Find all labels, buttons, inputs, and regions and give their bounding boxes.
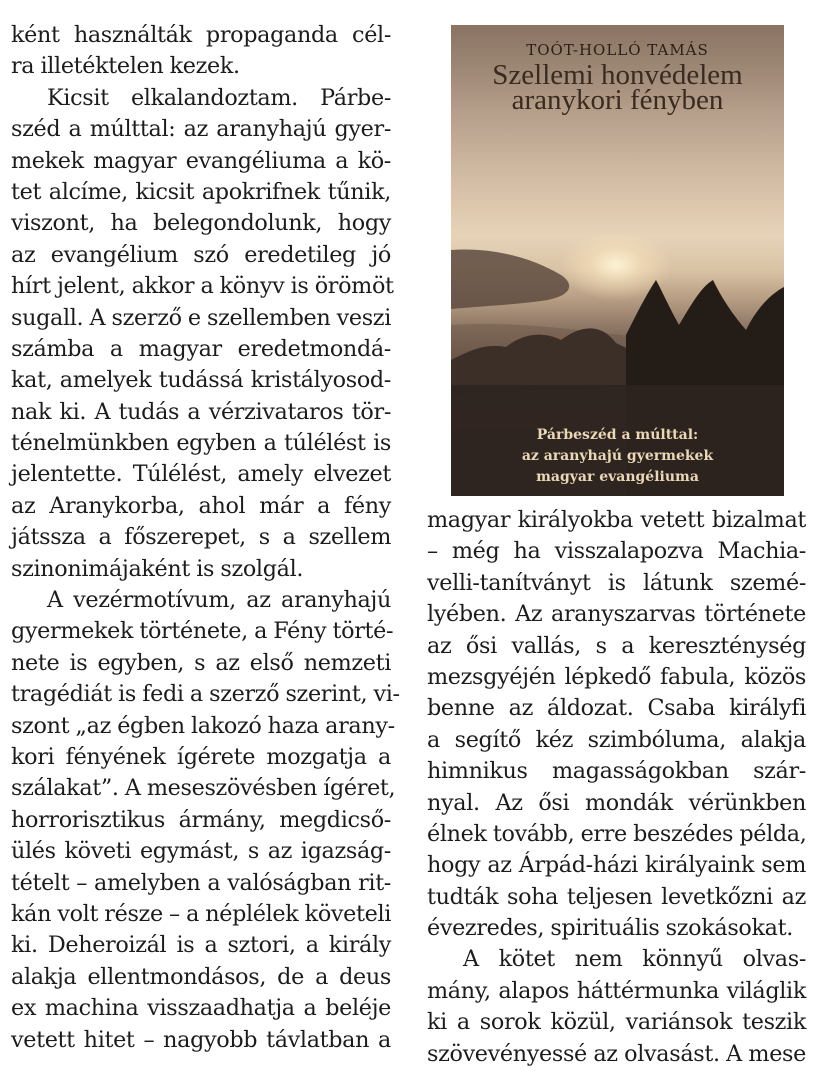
- text-line: ülés követi egymást, s az igazság-: [11, 838, 391, 865]
- text-line: az Aranykorba, ahol már a fény: [11, 492, 391, 519]
- text-line: évezredes, spirituális szokásokat.: [427, 915, 793, 942]
- text-line: kán volt része – a néplélek követeli: [11, 900, 392, 927]
- text-line: alakja ellentmondásos, de a deus: [11, 963, 391, 990]
- text-line: mekek magyar evangéliuma a kö-: [11, 147, 391, 174]
- cover-title-line: aranykori fényben: [511, 84, 724, 116]
- text-line: játssza a főszerepet, s a szellem: [11, 524, 391, 551]
- text-line: tételt – amelyben a valóságban rit-: [11, 869, 391, 896]
- text-line: ténelmünkben egyben a túlélést is: [11, 430, 391, 457]
- text-line: számba a magyar eredetmondá-: [11, 335, 391, 362]
- text-line: A vezérmotívum, az aranyhajú: [47, 587, 391, 614]
- cover-title-line: Szellemi honvédelem: [492, 59, 743, 91]
- text-line: a segítő kéz szimbóluma, alakja: [427, 726, 806, 753]
- distant-mountain: [451, 249, 569, 309]
- text-line: jelentette. Túlélést, amely elvezet: [11, 461, 391, 488]
- text-line: nyal. Az ősi mondák vérünkben: [427, 789, 806, 816]
- text-line: A kötet nem könnyű olvas-: [463, 946, 806, 973]
- cover-subtitle: [451, 425, 784, 488]
- text-line: az evangélium szó eredetileg jó: [11, 241, 391, 268]
- cover-subtitle-line: Párbeszéd a múlttal:: [536, 427, 699, 443]
- text-line: ki a sorok közül, variánsok teszik: [427, 1009, 806, 1036]
- article-column-right: [427, 505, 806, 1070]
- text-line: sugall. A szerző e szellemben veszi: [11, 304, 391, 331]
- text-line: – még ha visszalapozva Machia-: [427, 538, 806, 565]
- text-line: benne az áldozat. Csaba királyfi: [427, 695, 806, 722]
- text-line: horrorisztikus ármány, megdicső-: [11, 806, 391, 833]
- cover-subtitle-line: magyar evangéliuma: [536, 469, 699, 485]
- text-line: szövevényessé az olvasást. A mese: [427, 1040, 806, 1067]
- text-line: vetett hitet – nagyobb távlatban a: [11, 1026, 391, 1053]
- text-line: velli-tanítványt is látunk szemé-: [427, 569, 806, 596]
- text-line: gyermekek története, a Fény törté-: [11, 618, 394, 645]
- cover-subtitle-line: az aranyhajú gyermekek: [521, 448, 714, 464]
- text-line: az ősi vallás, s a kereszténység: [427, 632, 806, 659]
- text-line: ki. Deheroizál is a sztori, a király: [11, 932, 391, 959]
- text-line: tragédiát is fedi a szerző szerint, vi-: [11, 681, 400, 708]
- text-line: szont „az égben lakozó haza arany-: [11, 712, 395, 739]
- text-line: élnek tovább, erre beszédes példa,: [427, 820, 807, 847]
- text-line: ra illetéktelen kezek.: [11, 53, 240, 80]
- text-line: kat, amelyek tudássá kristályosod-: [11, 367, 391, 394]
- article-column-left: [11, 20, 400, 1056]
- text-line: tet alcíme, kicsit apokrifnek tűnik,: [11, 178, 391, 205]
- cover-author: TOÓT-HOLLÓ TAMÁS: [526, 41, 709, 59]
- text-line: mezsgyéjén lépkedő fabula, közös: [427, 663, 806, 690]
- text-line: viszont, ha belegondolunk, hogy: [11, 210, 391, 237]
- text-line: hogy az Árpád-házi királyaink sem: [427, 852, 806, 879]
- text-line: mány, alapos háttérmunka világlik: [427, 977, 806, 1004]
- text-line: lyében. Az aranyszarvas története: [427, 601, 806, 628]
- text-line: himnikus magasságokban szár-: [427, 758, 806, 785]
- text-line: szálakat”. A meseszövésben ígéret,: [11, 775, 396, 802]
- text-line: tudták soha teljesen levetkőzni az: [427, 883, 806, 910]
- text-line: Kicsit elkalandoztam. Párbe-: [47, 84, 391, 111]
- text-line: nak ki. A tudás a vérzivataros tör-: [11, 398, 391, 425]
- text-line: nete is egyben, s az első nemzeti: [11, 649, 391, 676]
- book-cover-image: [451, 25, 784, 496]
- text-line: szinonimájaként is szolgál.: [11, 555, 304, 582]
- cover-title: [451, 59, 784, 116]
- text-line: magyar királyokba vetett bizalmat: [427, 507, 806, 533]
- text-line: széd a múlttal: az aranyhajú gyer-: [11, 116, 391, 143]
- text-line: hírt jelent, akkor a könyv is örömöt: [11, 273, 394, 300]
- text-line: ex machina visszaadhatja a beléje: [11, 995, 391, 1022]
- text-line: kori fényének ígérete mozgatja a: [11, 743, 391, 770]
- text-line: ként használták propaganda cél-: [11, 22, 391, 48]
